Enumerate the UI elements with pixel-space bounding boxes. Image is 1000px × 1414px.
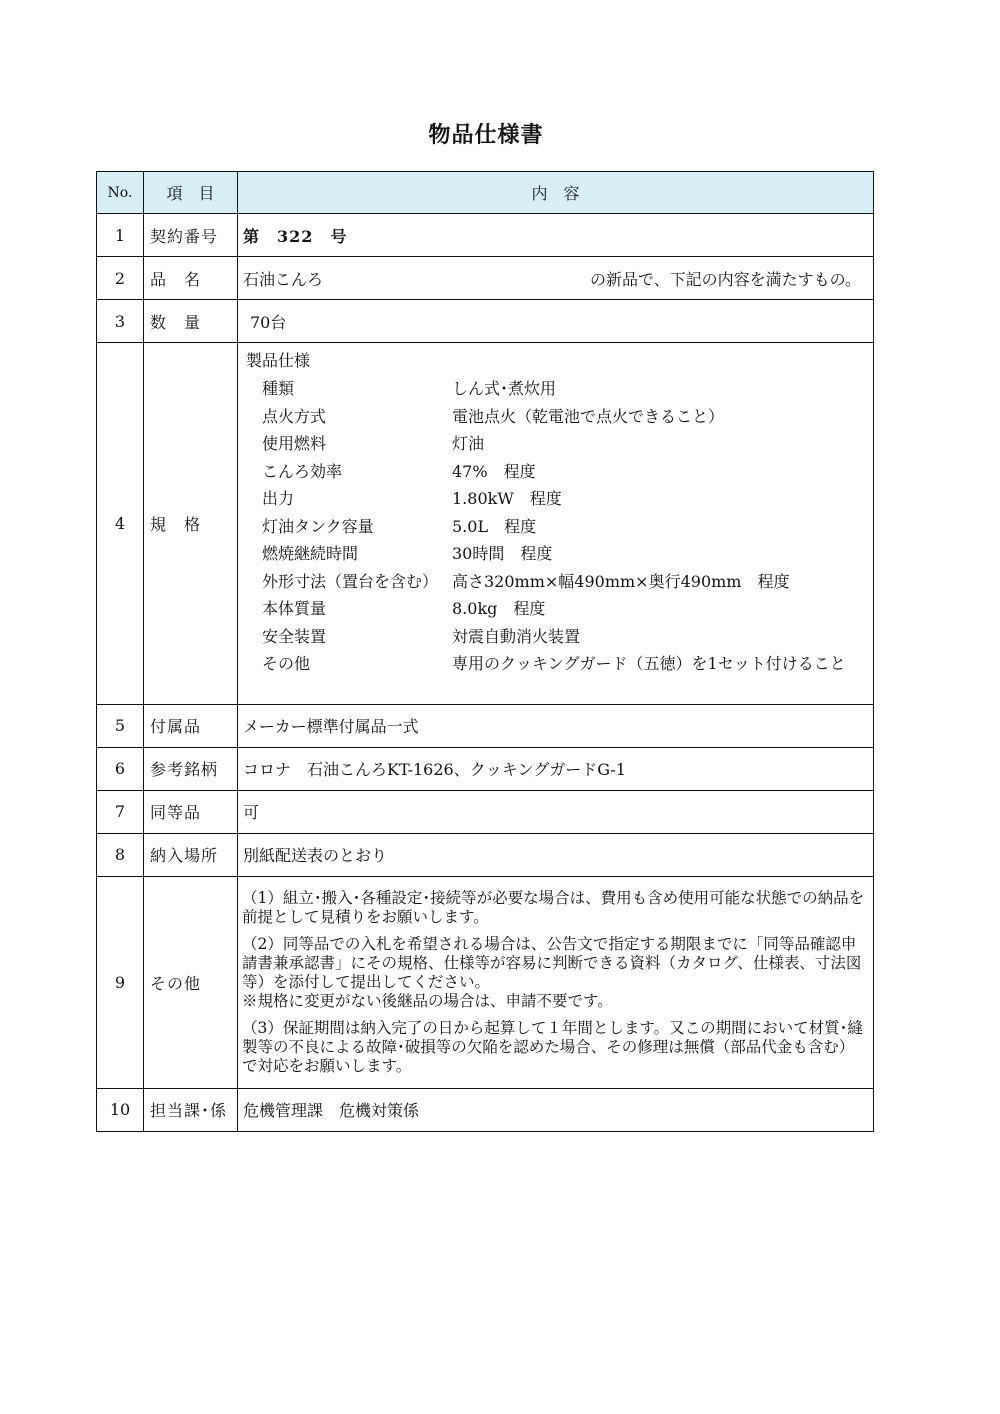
row-label: 規 格	[144, 343, 238, 705]
row-number: 5	[97, 704, 144, 747]
row-label: 担当課･係	[144, 1088, 238, 1131]
row-number: 10	[97, 1088, 144, 1131]
spec-heading: 製品仕様	[246, 351, 311, 370]
notes-cell	[238, 876, 874, 1088]
row-label: 参考銘柄	[144, 747, 238, 790]
spec-row	[246, 623, 873, 651]
header-no: No.	[97, 172, 144, 214]
row-number: 6	[97, 747, 144, 790]
product-name: 石油こんろ	[243, 269, 324, 289]
spec-label: 点火方式	[262, 406, 327, 426]
spec-label: 使用燃料	[262, 434, 327, 453]
spec-value: 灯油	[452, 434, 485, 453]
spec-label: その他	[262, 654, 311, 673]
spec-value: 専用のクッキングガード（五徳）を1セット付けること	[452, 654, 846, 673]
spec-label: 出力	[262, 489, 295, 508]
row-number: 8	[97, 833, 144, 876]
note-1: （1）組立･搬入･各種設定･接続等が必要な場合は、費用も含め使用可能な状態での納品を前提として見積りをお願いします。	[242, 888, 865, 926]
responsible-section: 危機管理課 危機対策係	[238, 1088, 874, 1131]
spec-value: しん式･煮炊用	[452, 379, 557, 398]
delivery-location: 別紙配送表のとおり	[238, 833, 874, 876]
accessories: メーカー標準付属品一式	[238, 704, 874, 747]
table-row	[97, 257, 874, 300]
header-item: 項 目	[144, 172, 238, 214]
spec-row	[246, 595, 873, 623]
contract-number: 第 322 号	[238, 214, 874, 257]
spec-value: 対震自動消火装置	[452, 626, 581, 646]
spec-value: 47% 程度	[452, 461, 536, 481]
page-title: 物品仕様書	[428, 123, 544, 148]
table-row	[97, 790, 874, 833]
spec-value: 30時間 程度	[452, 544, 553, 563]
table-row	[97, 833, 874, 876]
note-2: （2）同等品での入札を希望される場合は、公告文で指定する期限までに「同等品確認申請書兼承認書」にその規格、仕様等が容易に判断できる資料（カタログ、仕様表、寸法図等）を添付して提出してください。	[242, 934, 862, 991]
spec-label: 灯油タンク容量	[262, 516, 374, 536]
spec-row	[246, 458, 873, 486]
row-number: 2	[97, 257, 144, 300]
equivalent-allowed: 可	[238, 790, 874, 833]
row-number: 9	[97, 876, 144, 1088]
product-name-suffix: の新品で、下記の内容を満たすもの。	[589, 269, 861, 289]
row-number: 4	[97, 343, 144, 705]
row-number: 7	[97, 790, 144, 833]
specifications-cell	[238, 343, 874, 705]
spec-value: 8.0kg 程度	[452, 599, 546, 618]
note-3: （3）保証期間は納入完了の日から起算して１年間とします。又この期間において材質･縫製等の不良による故障･破損等の欠陥を認めた場合、その修理は無償（部品代金も含む）で対応をお願いします。	[242, 1018, 863, 1075]
note-2-remark: ※規格に変更がない後継品の場合は、申請不要です。	[242, 991, 613, 1010]
quantity: 70台	[238, 300, 874, 343]
table-row	[97, 747, 874, 790]
spec-row	[246, 375, 873, 403]
spec-row	[246, 513, 873, 541]
row-label: 付属品	[144, 704, 238, 747]
product-name-cell	[238, 257, 874, 300]
spec-row	[246, 568, 873, 596]
table-row	[97, 214, 874, 257]
table-row	[97, 300, 874, 343]
row-label: 納入場所	[144, 833, 238, 876]
row-label: その他	[144, 876, 238, 1088]
table-header-row	[97, 172, 874, 214]
spec-value: 5.0L 程度	[452, 516, 537, 536]
table-row	[97, 343, 874, 705]
row-number: 3	[97, 300, 144, 343]
spec-row	[246, 403, 873, 431]
spec-label: 種類	[262, 379, 295, 398]
spec-value: 1.80kW 程度	[452, 489, 562, 508]
spec-label: 外形寸法（置台を含む）	[262, 571, 439, 591]
reference-brand: コロナ 石油こんろKT-1626、クッキングガードG-1	[238, 747, 874, 790]
spec-label: こんろ効率	[262, 461, 343, 481]
table-row	[97, 876, 874, 1088]
table-row	[97, 1088, 874, 1131]
spec-value: 高さ320mm×幅490mm×奥行490mm 程度	[452, 571, 790, 591]
spec-row	[246, 650, 873, 678]
spec-label: 安全装置	[262, 626, 327, 646]
row-label: 数 量	[144, 300, 238, 343]
row-label: 契約番号	[144, 214, 238, 257]
row-label: 品 名	[144, 257, 238, 300]
spec-row	[246, 540, 873, 568]
table-row	[97, 704, 874, 747]
row-label: 同等品	[144, 790, 238, 833]
header-content: 内 容	[238, 172, 874, 214]
spec-label: 燃焼継続時間	[262, 544, 359, 563]
spec-row	[246, 430, 873, 458]
row-number: 1	[97, 214, 144, 257]
spec-table	[96, 171, 874, 1132]
spec-value: 電池点火（乾電池で点火できること）	[452, 406, 725, 426]
spec-row	[246, 485, 873, 513]
spec-label: 本体質量	[262, 599, 327, 618]
